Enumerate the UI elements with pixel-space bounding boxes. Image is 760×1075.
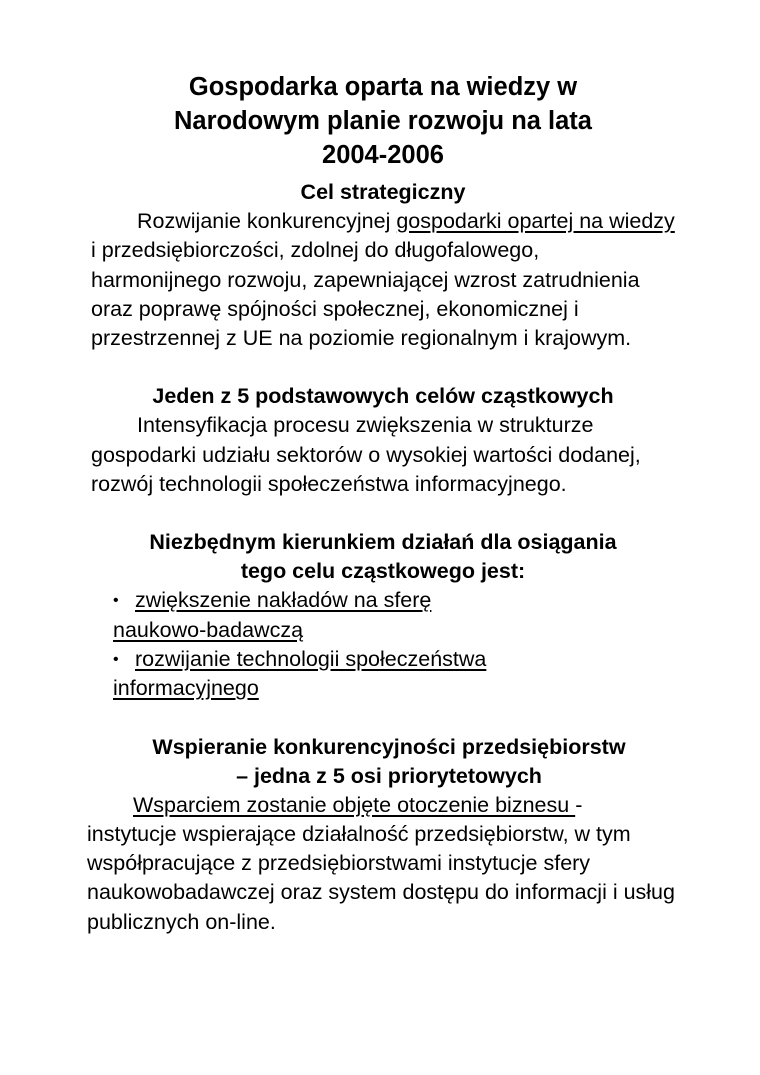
- info-society-link-part2[interactable]: informacyjnego: [113, 676, 259, 701]
- strategic-goal-text-end: i przedsiębiorczości, zdolnej do długofalowego, harmonijnego rozwoju, zapewniającej wzrost zatrudnienia oraz poprawę spójności społecznej, ekonomicznej i przestrzennej z UE na poziomie regionalnym i krajowym.: [91, 238, 640, 351]
- title-line-3: 2004-2006: [322, 141, 444, 169]
- section-heading-partial-goals: Jeden z 5 podstawowych celów cząstkowych: [152, 384, 614, 409]
- section-heading-direction-line-1: Niezbędnym kierunkiem działań dla osiągania: [149, 530, 617, 555]
- section-heading-strategic-goal: Cel strategiczny: [300, 180, 466, 204]
- section-heading-direction-line-2: tego celu cząstkowego jest:: [240, 559, 526, 584]
- rd-spending-link-part2[interactable]: naukowo-badawczą: [113, 617, 304, 642]
- bullet-icon: •: [113, 650, 119, 668]
- direction-bullet-list: [91, 586, 675, 703]
- partial-goals-paragraph: Intensyfikacja procesu zwiększenia w strukturze gospodarki udziału sektorów o wysokiej wartości dodanej, rozwój technologii społeczeństwa informacyjnego.: [91, 413, 641, 497]
- spacer: [91, 499, 675, 528]
- spacer: [91, 704, 675, 733]
- business-environment-link[interactable]: Wsparciem zostanie objęte otoczenie biznesu: [133, 792, 576, 817]
- info-society-link-part1[interactable]: rozwijanie technologii społeczeństwa: [135, 646, 487, 671]
- knowledge-economy-link[interactable]: gospodarki opartej na wiedzy: [396, 209, 675, 233]
- strategic-goal-text-start: Rozwijanie konkurencyjnej: [137, 209, 397, 233]
- section-heading-competitiveness-line-1: Wspieranie konkurencyjności przedsiębiorstw: [152, 734, 626, 759]
- document-title: [91, 70, 675, 172]
- strategic-goal-paragraph: [91, 207, 675, 353]
- spacer: [91, 353, 675, 382]
- competitiveness-paragraph: [87, 791, 675, 937]
- document-page: [87, 70, 675, 937]
- title-line-2: Narodowym planie rozwoju na lata: [174, 107, 592, 135]
- title-line-1: Gospodarka oparta na wiedzy w: [188, 73, 578, 101]
- bullet-icon: •: [113, 592, 119, 610]
- list-item: [113, 645, 675, 704]
- list-item: [113, 586, 675, 645]
- competitiveness-text: - instytucje wspierające działalność przedsiębiorstw, w tym współpracujące z przedsiębiorstwami instytucje sfery naukowobadawczej oraz system dostępu do informacji i usług publicznych on-line.: [87, 792, 675, 934]
- section-heading-competitiveness: [87, 733, 691, 791]
- section-heading-competitiveness-line-2: – jedna z 5 osi priorytetowych: [236, 763, 542, 788]
- rd-spending-link-part1[interactable]: zwiększenie nakładów na sferę: [135, 588, 432, 613]
